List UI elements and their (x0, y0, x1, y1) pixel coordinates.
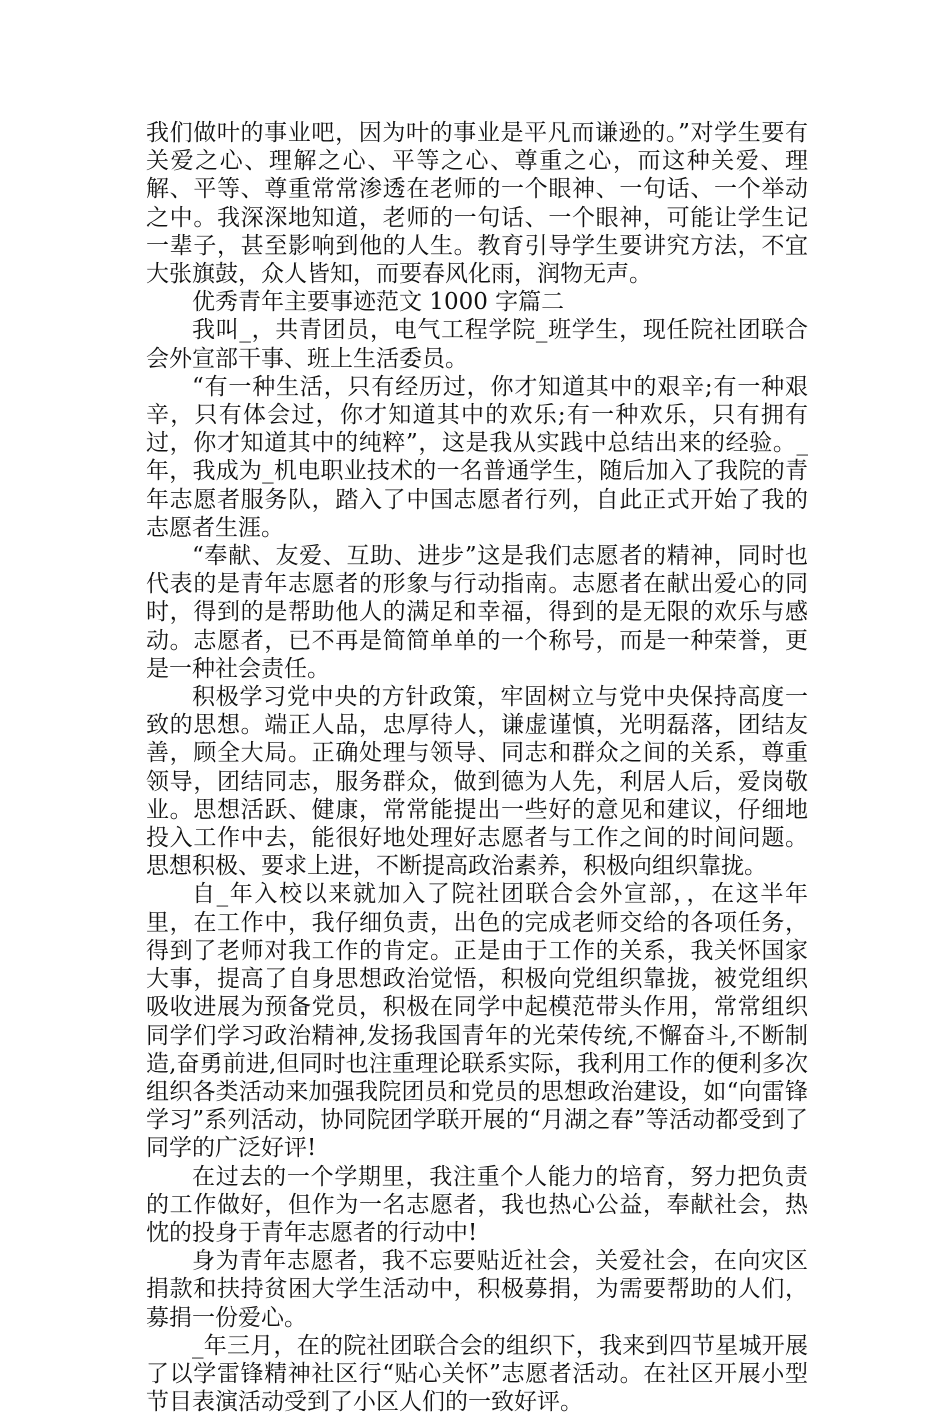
paragraph-experience: “有一种生活，只有经历过，你才知道其中的艰辛;有一种艰辛，只有体会过，你才知道其中的欢乐;有一种欢乐，只有拥有过，你才知道其中的纯粹”，这是我从实践中总结出来的经验。_年，我成为_机电职业技术的一名普通学生，随后加入了我院的青年志愿者服务队，踏入了中国志愿者行列，自此正式开始了我的志愿者生涯。 (146, 373, 808, 541)
paragraph-donation: 身为青年志愿者，我不忘要贴近社会，关爱社会，在向灾区捐款和扶持贫困大学生活动中，积极募捐，为需要帮助的人们，募捐一份爱心。 (146, 1248, 808, 1331)
paragraph-intro: 我叫_，共青团员，电气工程学院_班学生，现任院社团联合会外宣部干事、班上生活委员。 (146, 317, 808, 372)
paragraph-semester: 在过去的一个学期里，我注重个人能力的培育，努力把负责的工作做好，但作为一名志愿者，我也热心公益，奉献社会，热忱的投身于青年志愿者的行动中! (146, 1163, 808, 1246)
paragraph-work: 自_年入校以来就加入了院社团联合会外宣部，，在这半年里，在工作中，我仔细负责，出色的完成老师交给的各项任务，得到了老师对我工作的肯定。正是由于工作的关系，我关怀国家大事，提高了自身思想政治觉悟，积极向党组织靠拢，被党组织吸收进展为预备党员，积极在同学中起模范带头作用，常常组织同学们学习政治精神,发扬我国青年的光荣传统,不懈奋斗,不断制造,奋勇前进,但同时也注重理论联系实际，我利用工作的便利多次组织各类活动来加强我院团员和党员的思想政治建设，如“向雷锋学习”系列活动，协同院团学联开展的“月湖之春”等活动都受到了同学的广泛好评! (146, 881, 808, 1162)
paragraph-politics: 积极学习党中央的方针政策，牢固树立与党中央保持高度一致的思想。端正人品，忠厚待人，谦虚谨慎，光明磊落，团结友善，顾全大局。正确处理与领导、同志和群众之间的关系，尊重领导，团结同志，服务群众，做到德为人先，利居人后，爱岗敬业。思想活跃、健康，常常能提出一些好的意见和建议，仔细地投入工作中去，能很好地处理好志愿者与工作之间的时间问题。思想积极、要求上进，不断提高政治素养，积极向组织靠拢。 (146, 684, 808, 880)
paragraph-community: _年三月，在的院社团联合会的组织下，我来到四节星城开展了以学雷锋精神社区行“贴心关怀”志愿者活动。在社区开展小型节目表演活动受到了小区人们的一致好评。 (146, 1332, 808, 1416)
section-heading: 优秀青年主要事迹范文 1000 字篇二 (192, 289, 565, 316)
paragraph-spirit: “奉献、友爱、互助、进步”这是我们志愿者的精神，同时也代表的是青年志愿者的形象与行动指南。志愿者在献出爱心的同时，得到的是帮助他人的满足和幸福，得到的是无限的欢乐与感动。志愿者，已不再是简简单单的一个称号，而是一种荣誉，更是一种社会责任。 (146, 543, 808, 682)
document-page (146, 119, 808, 1416)
paragraph-continued: 我们做叶的事业吧，因为叶的事业是平凡而谦逊的。”对学生要有关爱之心、理解之心、平等之心、尊重之心，而这种关爱、理解、平等、尊重常常渗透在老师的一个眼神、一句话、一个举动之中。我深深地知道，老师的一句话、一个眼神，可能让学生记一辈子，甚至影响到他的人生。教育引导学生要讲究方法，不宜大张旗鼓，众人皆知，而要春风化雨，润物无声。 (146, 120, 808, 288)
